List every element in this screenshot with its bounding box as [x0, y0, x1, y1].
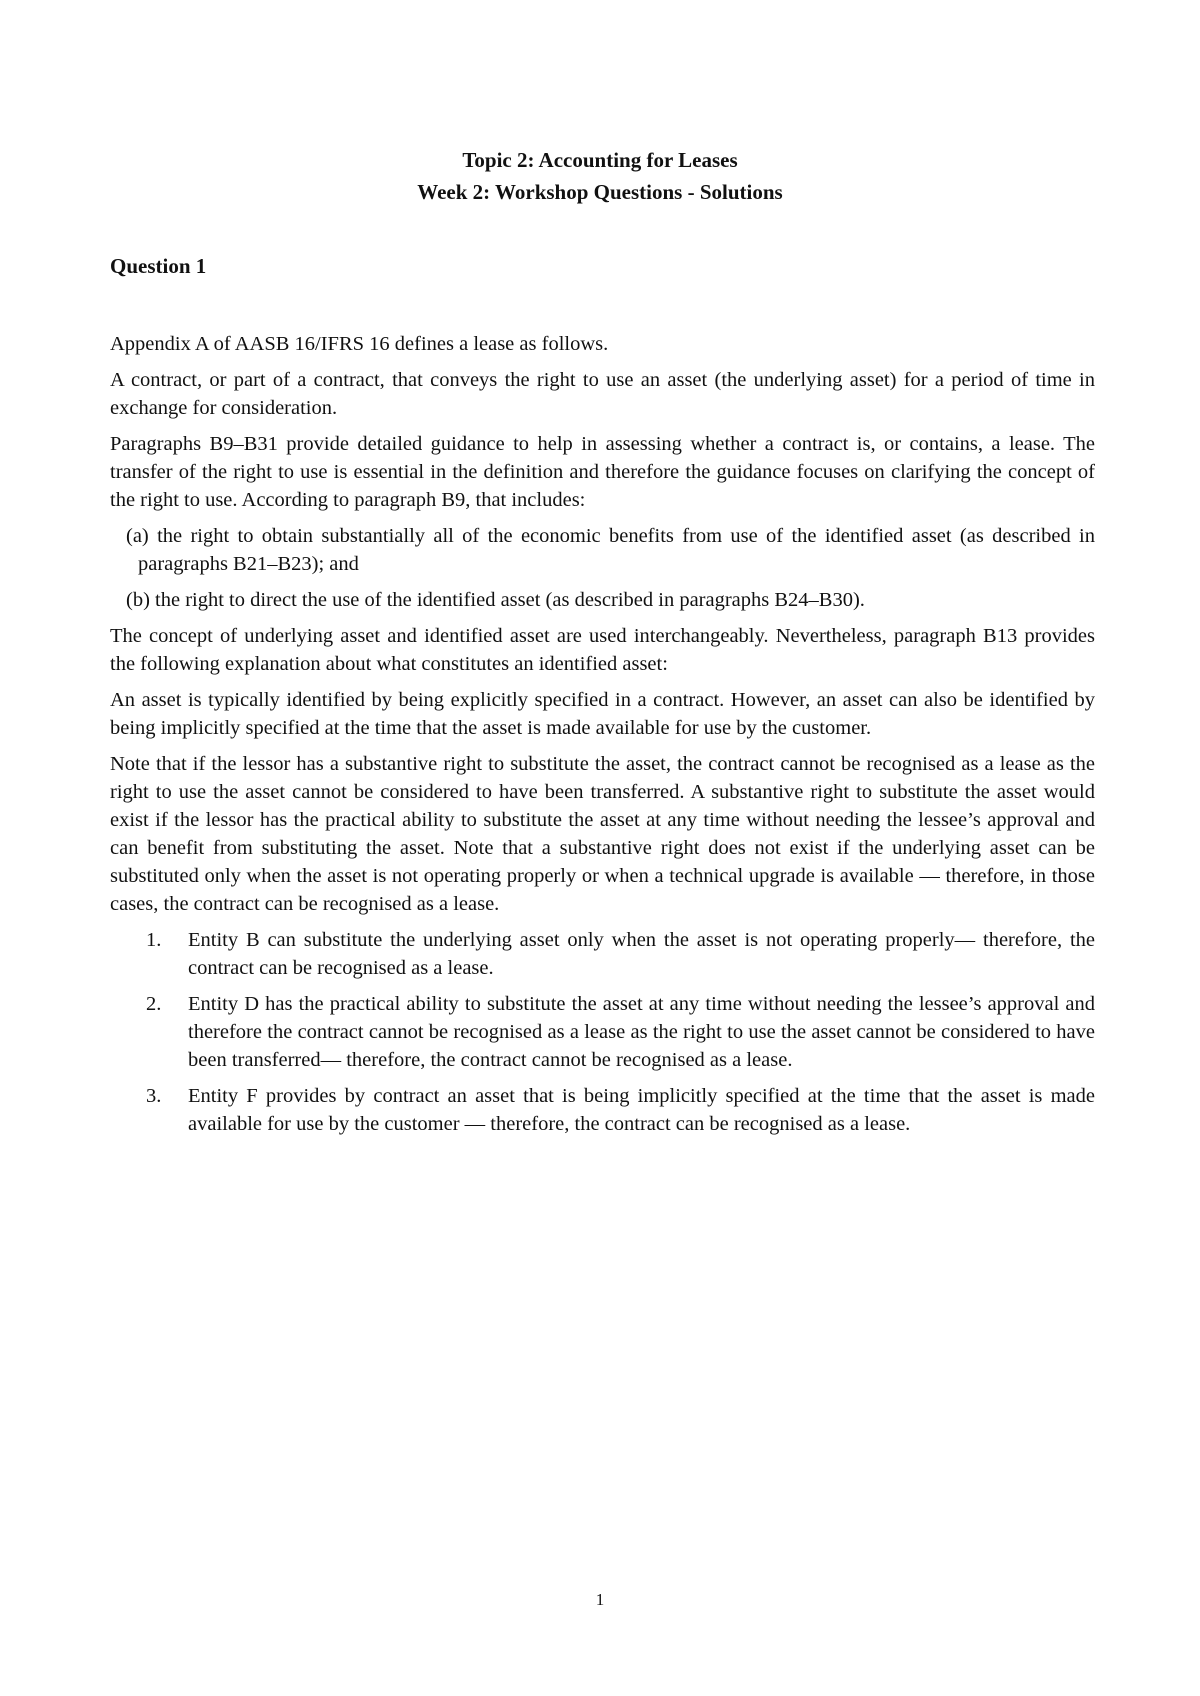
paragraph-lease-definition: A contract, or part of a contract, that conveys the right to use an asset (the underlying asset) for a period of time in exchange for consideration.	[110, 369, 1095, 419]
title-topic: Topic 2: Accounting for Leases	[462, 148, 738, 172]
numbered-answers	[110, 926, 1095, 1138]
paragraph-identified-asset: The concept of underlying asset and identified asset are used interchangeably. Nevertheless, paragraph B13 provides the following explanation about what constitutes an identified asset:	[110, 625, 1095, 675]
list-item-text: Entity B can substitute the underlying asset only when the asset is not operating properly— therefore, the contract can be recognised as a lease.	[188, 929, 1095, 979]
list-item-number: 2.	[146, 993, 162, 1015]
paragraph-definition-intro: Appendix A of AASB 16/IFRS 16 defines a lease as follows.	[110, 333, 609, 355]
list-item-text: Entity F provides by contract an asset that is being implicitly specified at the time that the asset is made available for use by the customer — therefore, the contract can be recognised as a lease.	[188, 1085, 1095, 1135]
sub-item-a: (a) the right to obtain substantially all of the economic benefits from use of the identified asset (as described in paragraphs B21–B23); and	[126, 525, 1095, 575]
sub-item-b: (b) the right to direct the use of the identified asset (as described in paragraphs B24–B30).	[126, 589, 865, 611]
question-body	[110, 330, 1095, 1146]
paragraph-guidance: Paragraphs B9–B31 provide detailed guidance to help in assessing whether a contract is, or contains, a lease. The transfer of the right to use is essential in the definition and therefore the guidance focuses on clarifying the concept of the right to use. According to paragraph B9, that includes:	[110, 433, 1095, 511]
paragraph-b13-quote: An asset is typically identified by being explicitly specified in a contract. However, an asset can also be identified by being implicitly specified at the time that the asset is made available for use by the customer.	[110, 689, 1095, 739]
list-item	[110, 1082, 1095, 1138]
title-week: Week 2: Workshop Questions - Solutions	[417, 180, 783, 204]
paragraph-substantive-right: Note that if the lessor has a substantive right to substitute the asset, the contract cannot be recognised as a lease as the right to use the asset cannot be considered to have been transferred. A substantive right to substitute the asset would exist if the lessor has the practical ability to substitute the asset at any time without needing the lessee’s approval and can benefit from substituting the asset. Note that a substantive right does not exist if the underlying asset can be substituted only when the asset is not operating properly or when a technical upgrade is available — therefore, in those cases, the contract can be recognised as a lease.	[110, 753, 1095, 915]
list-item-number: 3.	[146, 1085, 162, 1107]
page-number: 1	[595, 1590, 605, 1609]
list-item-number: 1.	[146, 929, 162, 951]
list-item-text: Entity D has the practical ability to substitute the asset at any time without needing the lessee’s approval and therefore the contract cannot be recognised as a lease as the right to use the asset cannot be considered to have been transferred— therefore, the contract cannot be recognised as a lease.	[188, 993, 1095, 1071]
list-item	[110, 926, 1095, 982]
list-item	[110, 990, 1095, 1074]
question-heading: Question 1	[110, 254, 207, 278]
document-title	[0, 144, 1200, 208]
